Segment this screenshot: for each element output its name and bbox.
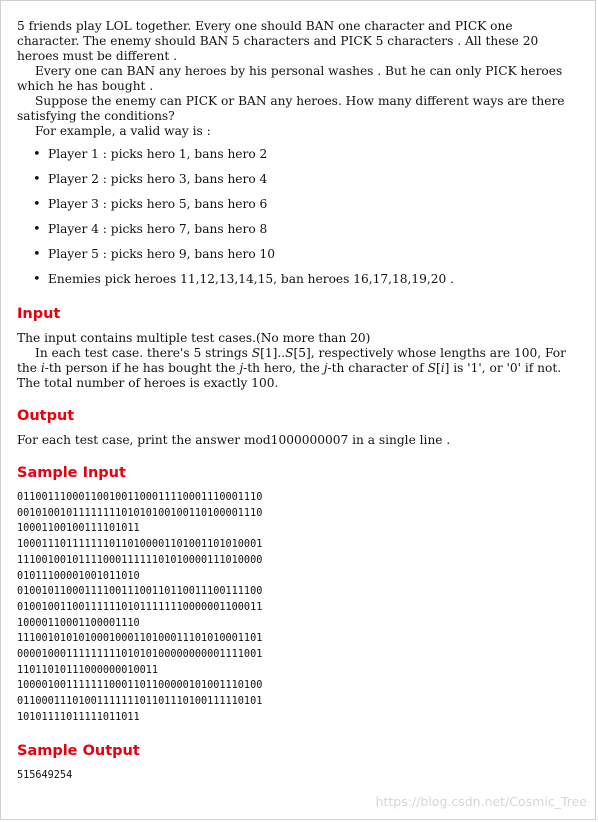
output-heading: Output xyxy=(17,408,75,424)
sample-input-line: 10101111011111011011 xyxy=(17,711,140,723)
list-item: • Player 3 : picks hero 5, bans hero 6 xyxy=(17,197,577,212)
statement-paragraph-4: For example, a valid way is : xyxy=(35,124,211,138)
sample-input-line: 0100101100011110011100110110011100111100 xyxy=(17,586,263,598)
sample-output-heading: Sample Output xyxy=(17,742,140,759)
sample-input-line: 10000110001100001110 xyxy=(17,617,140,629)
sample-output-text: 515649254 xyxy=(17,769,73,781)
list-item: • Player 5 : picks hero 9, bans hero 10 xyxy=(17,247,577,262)
sample-input-line: 01011100001001011010 xyxy=(17,570,140,582)
list-item: • Player 1 : picks hero 1, bans hero 2 xyxy=(17,147,577,162)
input-paragraph-2: In each test case. there's 5 strings S[1]..S[5], respectively whose lengths are 100, For the i-th person if he has bought the j-th hero, the j-th character of S[i] is '1', or '0' if not. The total number of heroes is exactly 100. xyxy=(17,346,566,390)
sample-input-line: 1110010010111100011111101010000111010000 xyxy=(17,554,263,566)
example-list xyxy=(17,147,577,287)
sample-input-line: 11011010111000000010011 xyxy=(17,664,159,676)
input-section xyxy=(17,331,577,391)
sample-input-block xyxy=(17,490,577,726)
sample-input-heading: Sample Input xyxy=(17,465,126,481)
sample-input-line: 0010100101111111101010100100110100001110 xyxy=(17,507,263,519)
statement-paragraph-1: 5 friends play LOL together. Every one should BAN one character and PICK one character. The enemy should BAN 5 characters and PICK 5 characters . All these 20 heroes must be different . xyxy=(17,19,539,63)
input-heading: Input xyxy=(17,306,61,322)
sample-input-line: 10001100100111101011 xyxy=(17,523,140,535)
output-text: For each test case, print the answer mod1000000007 in a single line . xyxy=(17,433,451,447)
sample-input-line: 1000010011111110001101100000101001110100 xyxy=(17,680,263,692)
sample-input-line: 1110010101010001000110100011101010001101 xyxy=(17,633,263,645)
input-paragraph-1: The input contains multiple test cases.(No more than 20) xyxy=(17,331,371,345)
sample-input-line: 1000111011111110110100001101001101010001 xyxy=(17,539,263,551)
watermark-text: https://blog.csdn.net/Cosmic_Tree xyxy=(375,794,587,809)
list-item: • Player 2 : picks hero 3, bans hero 4 xyxy=(17,172,577,187)
sample-input-line: 0110011100011001001100011110001110001110 xyxy=(17,492,263,503)
statement-paragraph-2: Every one can BAN any heroes by his personal washes . But he can only PICK heroes which he has bought . xyxy=(17,64,563,93)
sample-input-line: 0110001110100111111101101110100111110101 xyxy=(17,696,263,708)
statement-paragraph-3: Suppose the enemy can PICK or BAN any heroes. How many different ways are there satisfying the conditions? xyxy=(17,94,565,123)
list-item: • Player 4 : picks hero 7, bans hero 8 xyxy=(17,222,577,237)
list-item: • Enemies pick heroes 11,12,13,14,15, ban heroes 16,17,18,19,20 . xyxy=(17,272,577,287)
problem-statement xyxy=(17,19,577,287)
sample-input-line: 0000100011111111101010100000000001111001 xyxy=(17,649,263,661)
sample-input-line: 0100100110011111101011111110000001100011 xyxy=(17,601,263,613)
